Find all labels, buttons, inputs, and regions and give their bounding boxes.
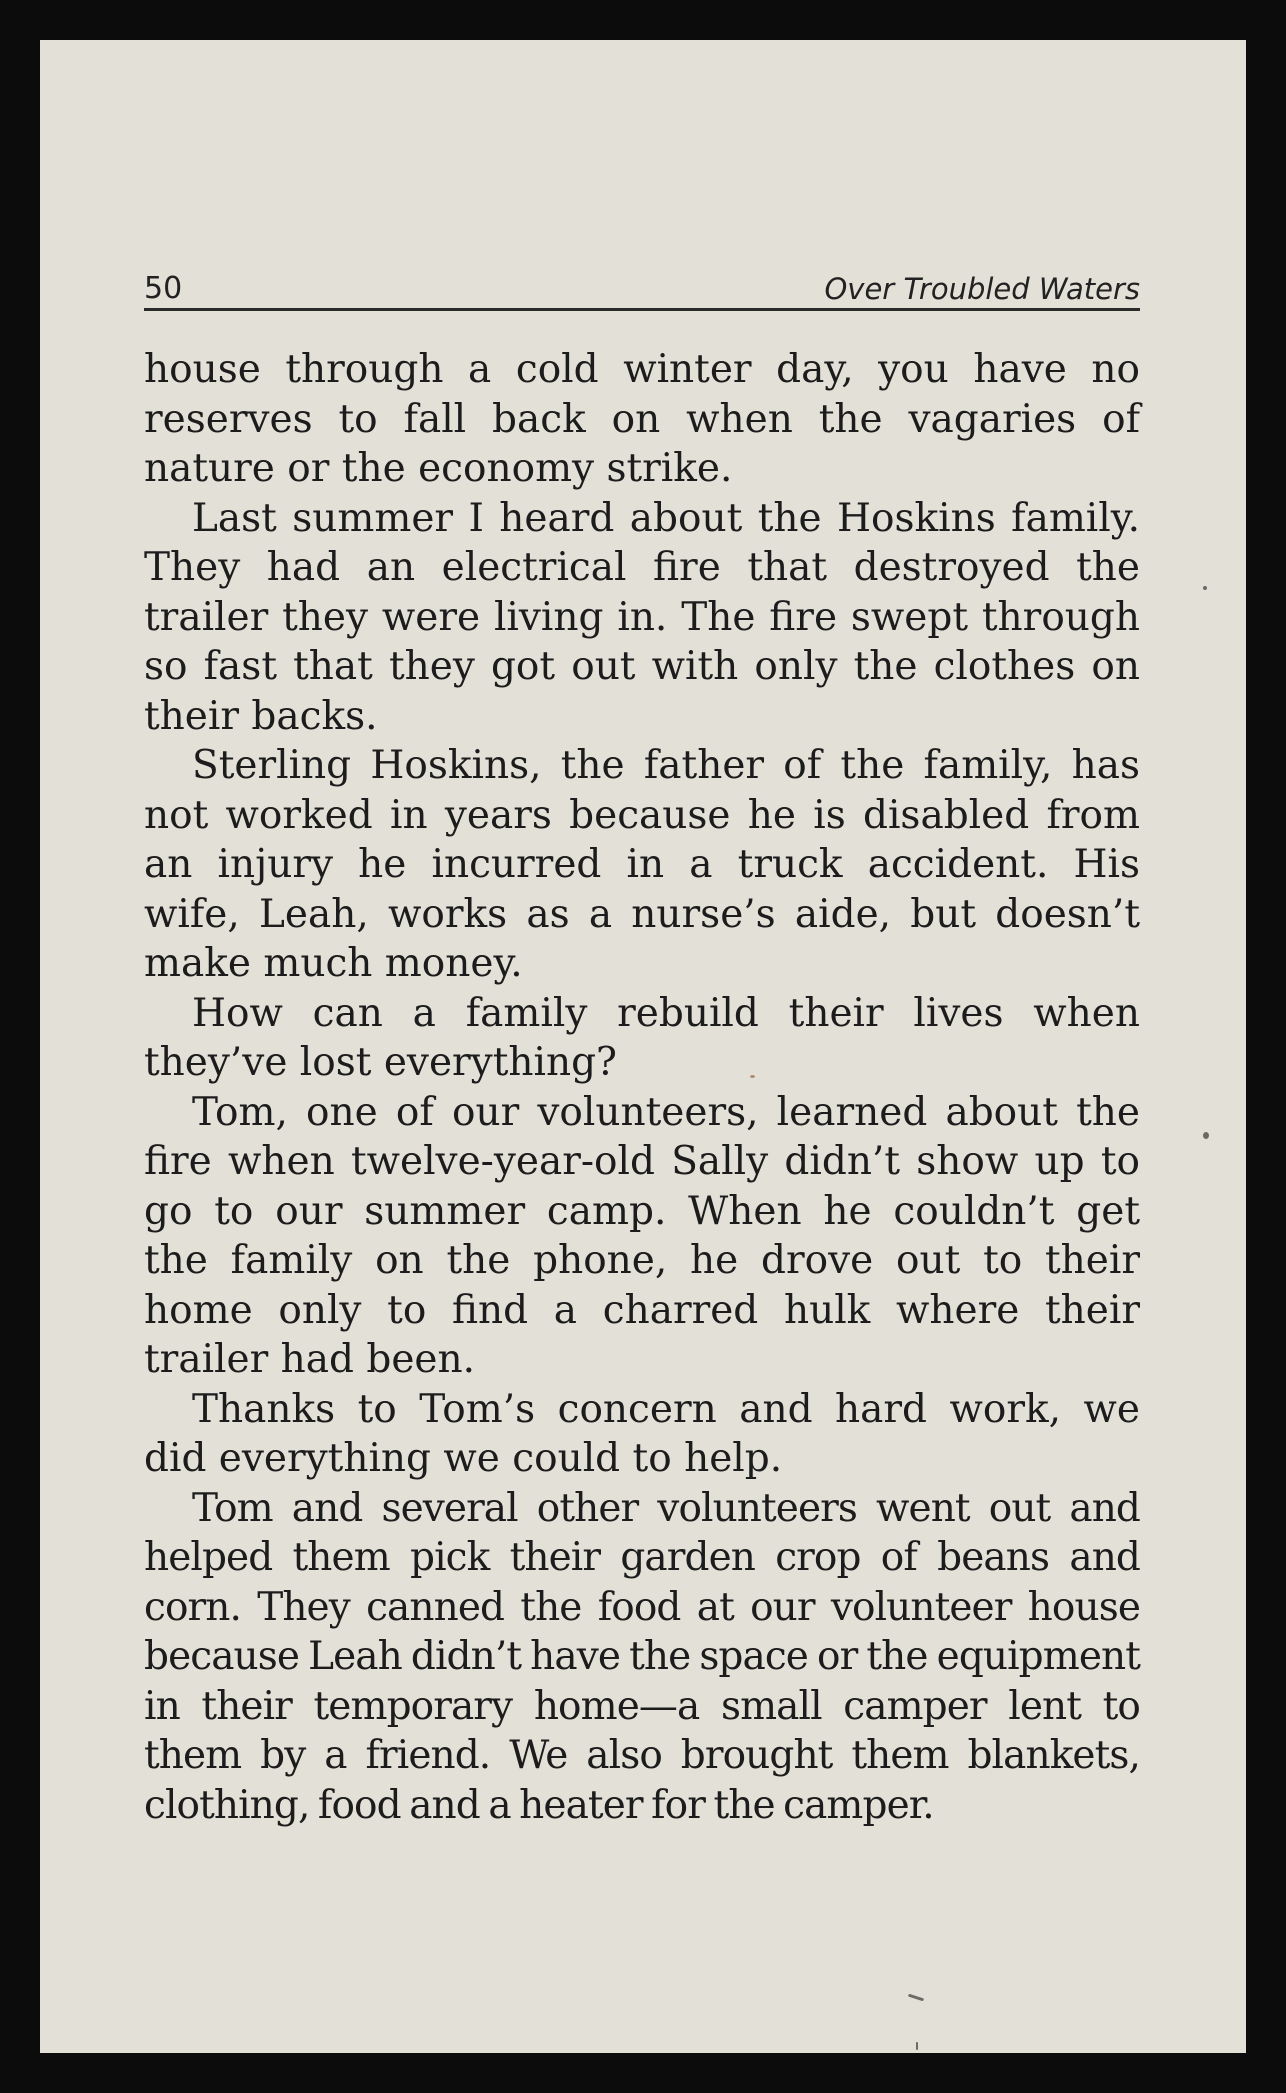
paragraph-6: Thanks to Tom’s concern and hard work, we did everything we could to help. bbox=[144, 1386, 1140, 1481]
paragraph-7: Tom and several other volunteers went out and helped them pick their garden crop of beans and corn. They canned the food at our volunteer house because Leah didn’t have the space or the equipment in their temporary home—a small camper lent to them by a friend. We also brought them blankets, clothing, food and a heater for the camper. bbox=[144, 1485, 1140, 1828]
book-page bbox=[40, 40, 1246, 2053]
paragraph-5: Tom, one of our volunteers, learned about the fire when twelve-year-old Sally didn’t show up to go to our summer camp. When he couldn’t get the family on the phone, he drove out to their home only to find a charred hulk where their trailer had been. bbox=[144, 1089, 1140, 1382]
book-title: Over Troubled Waters bbox=[824, 272, 1140, 306]
body-text bbox=[144, 345, 1140, 1830]
paper-speck bbox=[908, 1994, 924, 2002]
page-number: 50 bbox=[144, 271, 183, 306]
paper-speck bbox=[1203, 1132, 1209, 1139]
paragraph-4: How can a family rebuild their lives when they’ve lost everything? bbox=[144, 990, 1140, 1085]
paper-speck bbox=[750, 1075, 755, 1078]
paragraph-3: Sterling Hoskins, the father of the family, has not worked in years because he is disabled from an injury he incurred in a truck accident. His wife, Leah, works as a nurse’s aide, but doesn’t make much money. bbox=[144, 743, 1140, 986]
paper-speck bbox=[1203, 586, 1207, 590]
paper-speck bbox=[916, 2042, 918, 2050]
paragraph-2: Last summer I heard about the Hoskins family. They had an electrical fire that destroyed the trailer they were living in. The fire swept through so fast that they got out with only the clothes on their backs. bbox=[144, 495, 1140, 739]
running-head bbox=[144, 264, 1140, 311]
paragraph-1: house through a cold winter day, you have no reserves to fall back on when the vagaries of nature or the economy strike. bbox=[144, 347, 1140, 491]
